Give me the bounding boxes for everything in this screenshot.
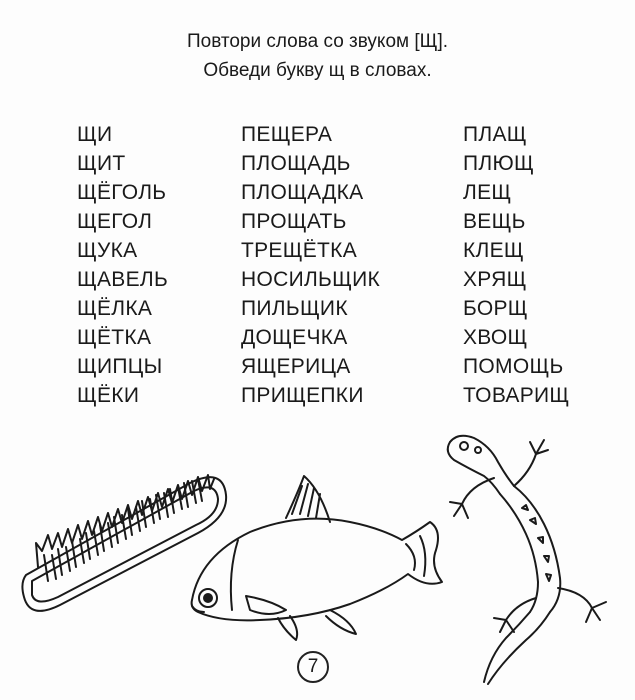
word-column-1 — [77, 120, 168, 410]
instructions — [0, 27, 635, 85]
lizard-icon — [440, 428, 620, 690]
word: ПЛОЩАДКА — [241, 181, 364, 204]
word: ЩУКА — [77, 239, 138, 262]
word: НОСИЛЬЩИК — [241, 268, 381, 291]
word: ЩАВЕЛЬ — [77, 268, 169, 291]
word: ХВОЩ — [463, 326, 528, 349]
word: ЩЁГОЛЬ — [77, 181, 167, 204]
word: ТРЕЩЁТКА — [241, 239, 358, 262]
word: ЩИ — [77, 123, 113, 146]
word: БОРЩ — [463, 297, 528, 320]
word: ЩИПЦЫ — [77, 355, 163, 378]
word-column-3 — [463, 120, 569, 410]
word: ТОВАРИЩ — [463, 384, 570, 407]
word: ПИЛЬЩИК — [241, 297, 348, 320]
fish-icon — [180, 470, 450, 645]
word: ПЕЩЕРА — [241, 123, 333, 146]
word: ЩЁЛКА — [77, 297, 153, 320]
word: ЩЁТКА — [77, 326, 152, 349]
word: ЛЕЩ — [463, 181, 512, 204]
word-column-2 — [241, 120, 380, 410]
word: ПЛАЩ — [463, 123, 527, 146]
page-number: 7 — [297, 651, 329, 683]
word: ЩИТ — [77, 152, 126, 175]
word: ПЛОЩАДЬ — [241, 152, 351, 175]
word: ЯЩЕРИЦА — [241, 355, 351, 378]
word: ЩЕГОЛ — [77, 210, 153, 233]
word: ПРИЩЕПКИ — [241, 384, 364, 407]
word: ХРЯЩ — [463, 268, 527, 291]
word: ПРОЩАТЬ — [241, 210, 347, 233]
word: ПОМОЩЬ — [463, 355, 564, 378]
instruction-line-2: Обведи букву щ в словах. — [203, 60, 432, 81]
word: ДОЩЕЧКА — [241, 326, 348, 349]
word: ПЛЮЩ — [463, 152, 534, 175]
word: КЛЕЩ — [463, 239, 524, 262]
word: ЩЁКИ — [77, 384, 140, 407]
instruction-line-1: Повтори слова со звуком [Щ]. — [186, 31, 449, 52]
word: ВЕЩЬ — [463, 210, 526, 233]
